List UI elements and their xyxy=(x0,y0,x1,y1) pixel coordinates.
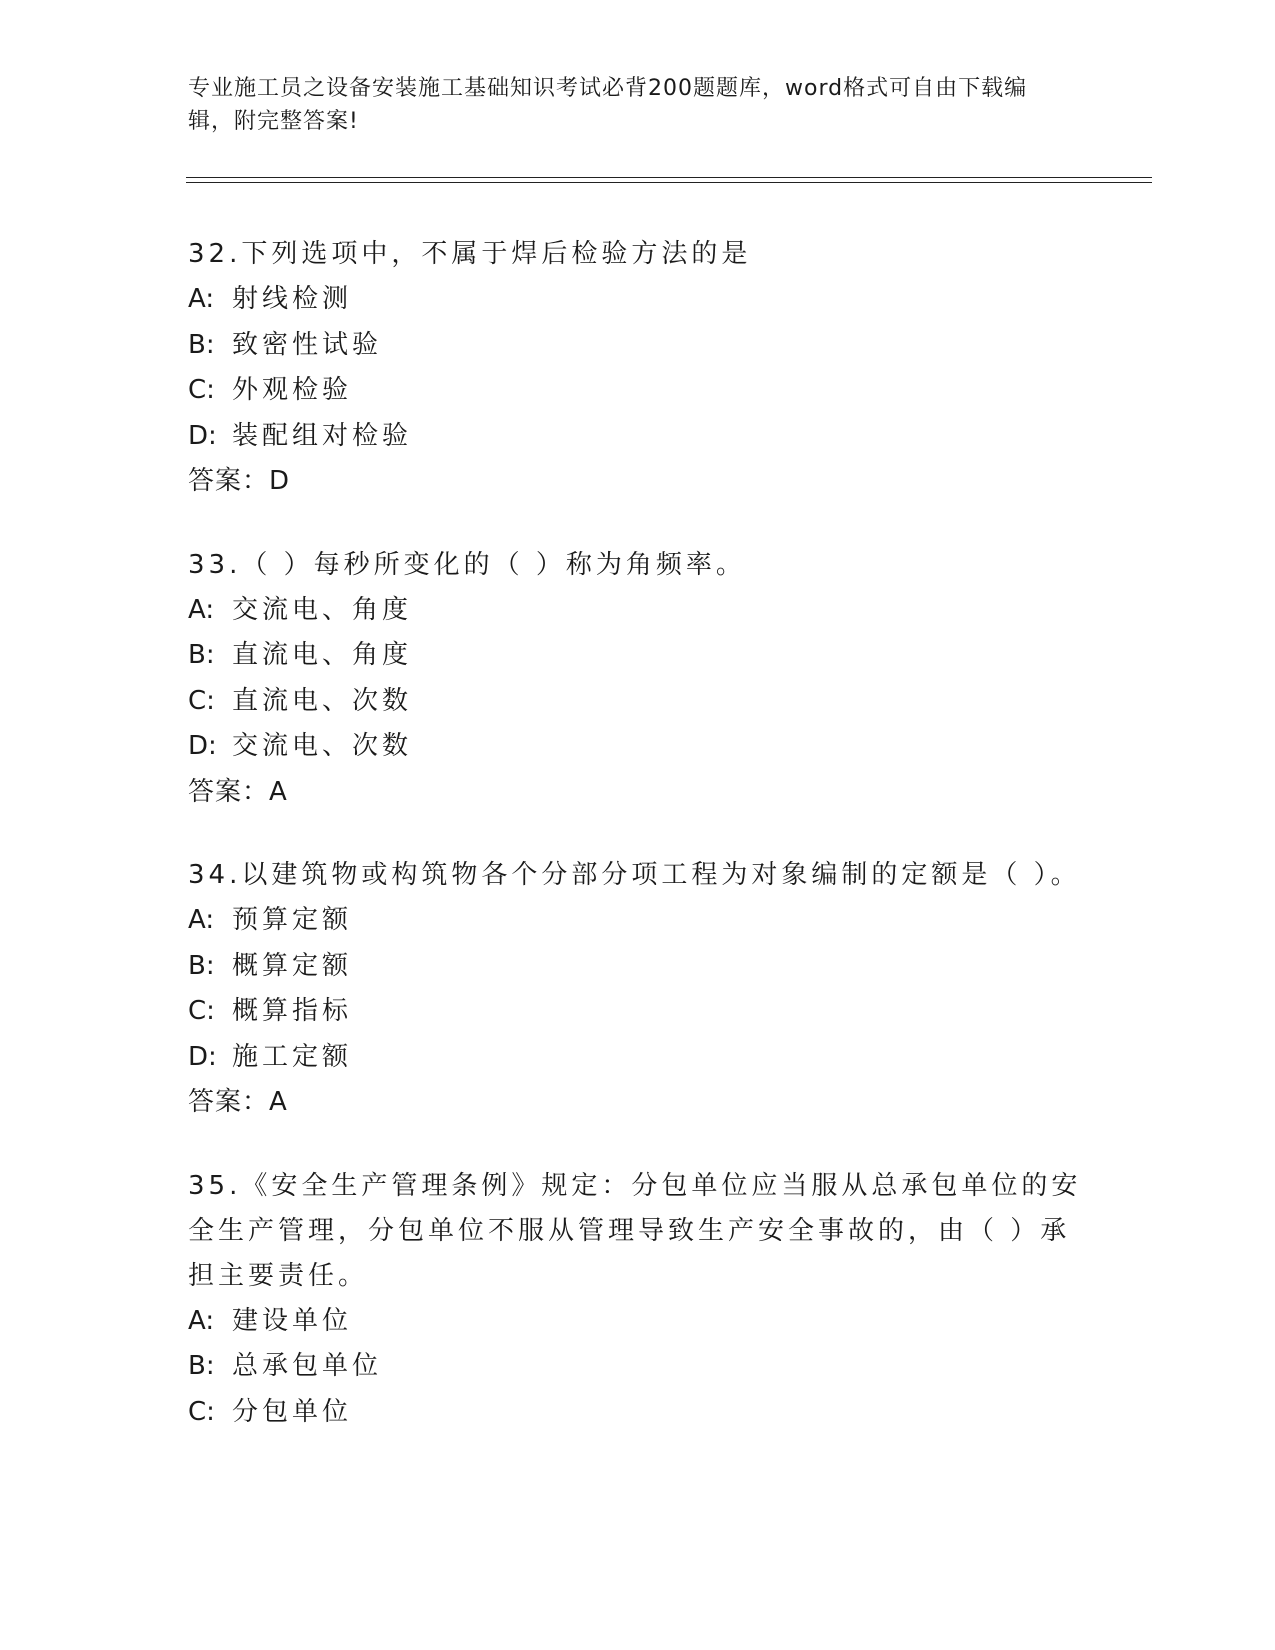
option-text: 总承包单位 xyxy=(232,1351,383,1381)
option-letter: C: xyxy=(188,375,215,405)
option-letter: A: xyxy=(188,284,215,314)
option-letter: D: xyxy=(188,1041,217,1072)
option-a xyxy=(188,1299,1088,1345)
question-stem: 33.（ ）每秒所变化的（ ）称为角频率。 xyxy=(188,549,746,580)
option-a xyxy=(188,898,1088,944)
option-a xyxy=(188,277,1088,323)
option-c xyxy=(188,679,1088,725)
option-b xyxy=(188,323,1088,369)
option-text: 直流电、次数 xyxy=(232,685,413,716)
question-stem: 32.下列选项中，不属于焊后检验方法的是 xyxy=(188,239,752,269)
question-33 xyxy=(188,543,1088,816)
question-35 xyxy=(188,1164,1088,1436)
option-letter: A: xyxy=(188,905,215,935)
option-text: 分包单位 xyxy=(232,1396,353,1427)
option-b xyxy=(188,633,1088,679)
option-text: 交流电、次数 xyxy=(232,731,413,761)
option-a xyxy=(188,588,1088,634)
option-letter: A: xyxy=(188,1305,215,1336)
header-divider-top xyxy=(186,177,1152,178)
option-letter: C: xyxy=(188,996,215,1026)
option-letter: B: xyxy=(188,1351,215,1381)
option-text: 致密性试验 xyxy=(232,329,383,360)
option-c xyxy=(188,368,1088,414)
option-b xyxy=(188,944,1088,990)
question-32 xyxy=(188,232,1088,505)
answer-line: 答案：A xyxy=(188,1087,288,1117)
header-divider-bottom xyxy=(186,182,1152,183)
option-b xyxy=(188,1344,1088,1390)
option-d xyxy=(188,724,1088,770)
option-text: 外观检验 xyxy=(232,375,353,405)
option-letter: A: xyxy=(188,594,215,625)
option-text: 直流电、角度 xyxy=(232,640,413,670)
option-letter: C: xyxy=(188,685,215,716)
option-letter: B: xyxy=(188,950,215,981)
answer-line: 答案：D xyxy=(188,466,291,496)
option-text: 概算定额 xyxy=(232,950,353,981)
option-text: 建设单位 xyxy=(232,1305,353,1336)
option-letter: D: xyxy=(188,420,217,451)
answer-line: 答案：A xyxy=(188,776,288,807)
option-text: 概算指标 xyxy=(232,996,353,1026)
question-34 xyxy=(188,853,1088,1126)
option-d xyxy=(188,414,1088,460)
option-text: 施工定额 xyxy=(232,1041,353,1072)
option-text: 交流电、角度 xyxy=(232,594,413,625)
question-stem: 35.《安全生产管理条例》规定：分包单位应当服从总承包单位的安全生产管理，分包单位不服从管理导致生产安全事故的，由（ ）承担主要责任。 xyxy=(188,1170,1082,1291)
option-letter: C: xyxy=(188,1396,215,1427)
option-d xyxy=(188,1035,1088,1081)
question-list xyxy=(188,232,1088,1473)
option-letter: D: xyxy=(188,731,217,761)
option-c xyxy=(188,1390,1088,1436)
question-stem: 34.以建筑物或构筑物各个分部分项工程为对象编制的定额是（ ）。 xyxy=(188,860,1081,890)
option-letter: B: xyxy=(188,329,215,360)
option-letter: B: xyxy=(188,640,215,670)
option-text: 装配组对检验 xyxy=(232,420,413,451)
option-text: 预算定额 xyxy=(232,905,353,935)
document-title: 专业施工员之设备安装施工基础知识考试必背200题题库，word格式可自由下载编辑，附完整答案! xyxy=(188,76,1028,134)
option-text: 射线检测 xyxy=(232,284,353,314)
option-c xyxy=(188,989,1088,1035)
